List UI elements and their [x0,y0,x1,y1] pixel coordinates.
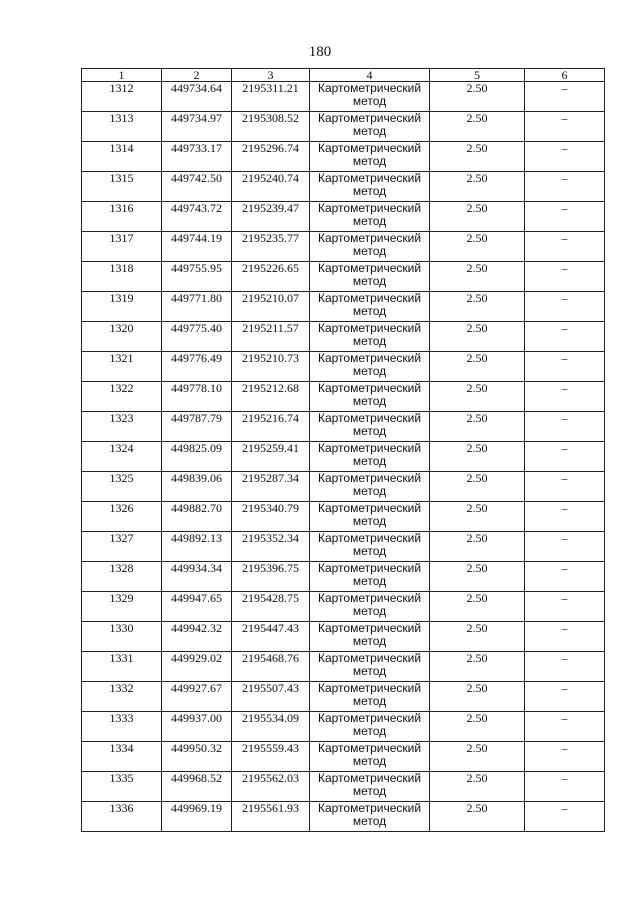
point-number-cell: 1328 [82,562,162,592]
point-number-cell: 1336 [82,802,162,832]
accuracy-cell: 2.50 [430,622,525,652]
y-coordinate-cell: 2195311.21 [232,82,310,112]
point-number-cell: 1320 [82,322,162,352]
note-cell: – [525,562,605,592]
accuracy-cell: 2.50 [430,652,525,682]
method-cell: Картометрический метод [310,352,430,382]
point-number-cell: 1335 [82,772,162,802]
table-row [82,502,605,532]
table-row [82,652,605,682]
x-coordinate-cell: 449787.79 [162,412,232,442]
table-row [82,712,605,742]
note-cell: – [525,82,605,112]
method-cell: Картометрический метод [310,622,430,652]
note-cell: – [525,142,605,172]
table-row [82,82,605,112]
method-cell: Картометрический метод [310,562,430,592]
column-header-5: 5 [430,69,525,82]
method-cell: Картометрический метод [310,412,430,442]
y-coordinate-cell: 2195340.79 [232,502,310,532]
table-row [82,202,605,232]
table-row [82,232,605,262]
y-coordinate-cell: 2195212.68 [232,382,310,412]
column-header-2: 2 [162,69,232,82]
method-cell: Картометрический метод [310,802,430,832]
column-header-1: 1 [82,69,162,82]
note-cell: – [525,202,605,232]
x-coordinate-cell: 449839.06 [162,472,232,502]
method-cell: Картометрический метод [310,442,430,472]
note-cell: – [525,802,605,832]
x-coordinate-cell: 449968.52 [162,772,232,802]
column-header-6: 6 [525,69,605,82]
table-row [82,172,605,202]
y-coordinate-cell: 2195447.43 [232,622,310,652]
x-coordinate-cell: 449775.40 [162,322,232,352]
y-coordinate-cell: 2195352.34 [232,532,310,562]
accuracy-cell: 2.50 [430,412,525,442]
method-cell: Картометрический метод [310,202,430,232]
table-row [82,802,605,832]
y-coordinate-cell: 2195210.07 [232,292,310,322]
x-coordinate-cell: 449771.80 [162,292,232,322]
point-number-cell: 1333 [82,712,162,742]
method-cell: Картометрический метод [310,652,430,682]
table-row [82,772,605,802]
point-number-cell: 1312 [82,82,162,112]
point-number-cell: 1330 [82,622,162,652]
note-cell: – [525,232,605,262]
note-cell: – [525,292,605,322]
point-number-cell: 1323 [82,412,162,442]
x-coordinate-cell: 449892.13 [162,532,232,562]
table-row [82,682,605,712]
note-cell: – [525,382,605,412]
point-number-cell: 1318 [82,262,162,292]
y-coordinate-cell: 2195507.43 [232,682,310,712]
table-row [82,562,605,592]
note-cell: – [525,622,605,652]
note-cell: – [525,532,605,562]
accuracy-cell: 2.50 [430,592,525,622]
accuracy-cell: 2.50 [430,532,525,562]
accuracy-cell: 2.50 [430,202,525,232]
accuracy-cell: 2.50 [430,802,525,832]
method-cell: Картометрический метод [310,382,430,412]
point-number-cell: 1317 [82,232,162,262]
x-coordinate-cell: 449733.17 [162,142,232,172]
accuracy-cell: 2.50 [430,112,525,142]
accuracy-cell: 2.50 [430,382,525,412]
table-row [82,382,605,412]
x-coordinate-cell: 449942.32 [162,622,232,652]
accuracy-cell: 2.50 [430,262,525,292]
point-number-cell: 1331 [82,652,162,682]
y-coordinate-cell: 2195561.93 [232,802,310,832]
table-row [82,622,605,652]
accuracy-cell: 2.50 [430,742,525,772]
note-cell: – [525,412,605,442]
x-coordinate-cell: 449744.19 [162,232,232,262]
x-coordinate-cell: 449734.97 [162,112,232,142]
note-cell: – [525,112,605,142]
note-cell: – [525,742,605,772]
method-cell: Картометрический метод [310,712,430,742]
note-cell: – [525,682,605,712]
table-row [82,112,605,142]
table-body [82,82,605,832]
x-coordinate-cell: 449734.64 [162,82,232,112]
y-coordinate-cell: 2195308.52 [232,112,310,142]
accuracy-cell: 2.50 [430,472,525,502]
x-coordinate-cell: 449742.50 [162,172,232,202]
method-cell: Картометрический метод [310,262,430,292]
table-row [82,742,605,772]
note-cell: – [525,772,605,802]
point-number-cell: 1326 [82,502,162,532]
y-coordinate-cell: 2195259.41 [232,442,310,472]
x-coordinate-cell: 449937.00 [162,712,232,742]
method-cell: Картометрический метод [310,592,430,622]
x-coordinate-cell: 449882.70 [162,502,232,532]
column-header-3: 3 [232,69,310,82]
note-cell: – [525,352,605,382]
method-cell: Картометрический метод [310,742,430,772]
method-cell: Картометрический метод [310,142,430,172]
table-row [82,532,605,562]
point-number-cell: 1324 [82,442,162,472]
method-cell: Картометрический метод [310,502,430,532]
accuracy-cell: 2.50 [430,712,525,742]
y-coordinate-cell: 2195226.65 [232,262,310,292]
y-coordinate-cell: 2195287.34 [232,472,310,502]
accuracy-cell: 2.50 [430,562,525,592]
table-header-row [82,69,605,82]
note-cell: – [525,322,605,352]
point-number-cell: 1321 [82,352,162,382]
x-coordinate-cell: 449969.19 [162,802,232,832]
accuracy-cell: 2.50 [430,232,525,262]
page-number: 180 [308,44,332,60]
x-coordinate-cell: 449950.32 [162,742,232,772]
column-header-4: 4 [310,69,430,82]
table-row [82,142,605,172]
table-row [82,472,605,502]
y-coordinate-cell: 2195240.74 [232,172,310,202]
table-row [82,592,605,622]
point-number-cell: 1332 [82,682,162,712]
accuracy-cell: 2.50 [430,502,525,532]
x-coordinate-cell: 449927.67 [162,682,232,712]
y-coordinate-cell: 2195396.75 [232,562,310,592]
table-row [82,412,605,442]
y-coordinate-cell: 2195428.75 [232,592,310,622]
point-number-cell: 1316 [82,202,162,232]
x-coordinate-cell: 449934.34 [162,562,232,592]
method-cell: Картометрический метод [310,472,430,502]
y-coordinate-cell: 2195216.74 [232,412,310,442]
y-coordinate-cell: 2195296.74 [232,142,310,172]
method-cell: Картометрический метод [310,172,430,202]
note-cell: – [525,472,605,502]
note-cell: – [525,172,605,202]
coordinates-table [81,68,605,832]
table-row [82,322,605,352]
y-coordinate-cell: 2195468.76 [232,652,310,682]
method-cell: Картометрический метод [310,232,430,262]
x-coordinate-cell: 449755.95 [162,262,232,292]
x-coordinate-cell: 449743.72 [162,202,232,232]
accuracy-cell: 2.50 [430,142,525,172]
accuracy-cell: 2.50 [430,352,525,382]
note-cell: – [525,502,605,532]
accuracy-cell: 2.50 [430,442,525,472]
note-cell: – [525,442,605,472]
point-number-cell: 1322 [82,382,162,412]
y-coordinate-cell: 2195534.09 [232,712,310,742]
note-cell: – [525,592,605,622]
y-coordinate-cell: 2195235.77 [232,232,310,262]
point-number-cell: 1327 [82,532,162,562]
y-coordinate-cell: 2195562.03 [232,772,310,802]
table-row [82,442,605,472]
table-row [82,292,605,322]
x-coordinate-cell: 449947.65 [162,592,232,622]
method-cell: Картометрический метод [310,532,430,562]
point-number-cell: 1319 [82,292,162,322]
method-cell: Картометрический метод [310,112,430,142]
x-coordinate-cell: 449929.02 [162,652,232,682]
point-number-cell: 1314 [82,142,162,172]
accuracy-cell: 2.50 [430,172,525,202]
method-cell: Картометрический метод [310,772,430,802]
method-cell: Картометрический метод [310,682,430,712]
accuracy-cell: 2.50 [430,682,525,712]
note-cell: – [525,262,605,292]
point-number-cell: 1315 [82,172,162,202]
point-number-cell: 1313 [82,112,162,142]
method-cell: Картометрический метод [310,322,430,352]
point-number-cell: 1334 [82,742,162,772]
point-number-cell: 1325 [82,472,162,502]
x-coordinate-cell: 449778.10 [162,382,232,412]
x-coordinate-cell: 449825.09 [162,442,232,472]
table-row [82,352,605,382]
note-cell: – [525,712,605,742]
y-coordinate-cell: 2195239.47 [232,202,310,232]
point-number-cell: 1329 [82,592,162,622]
accuracy-cell: 2.50 [430,322,525,352]
y-coordinate-cell: 2195210.73 [232,352,310,382]
method-cell: Картометрический метод [310,82,430,112]
method-cell: Картометрический метод [310,292,430,322]
y-coordinate-cell: 2195211.57 [232,322,310,352]
accuracy-cell: 2.50 [430,292,525,322]
note-cell: – [525,652,605,682]
x-coordinate-cell: 449776.49 [162,352,232,382]
accuracy-cell: 2.50 [430,82,525,112]
accuracy-cell: 2.50 [430,772,525,802]
y-coordinate-cell: 2195559.43 [232,742,310,772]
table-row [82,262,605,292]
